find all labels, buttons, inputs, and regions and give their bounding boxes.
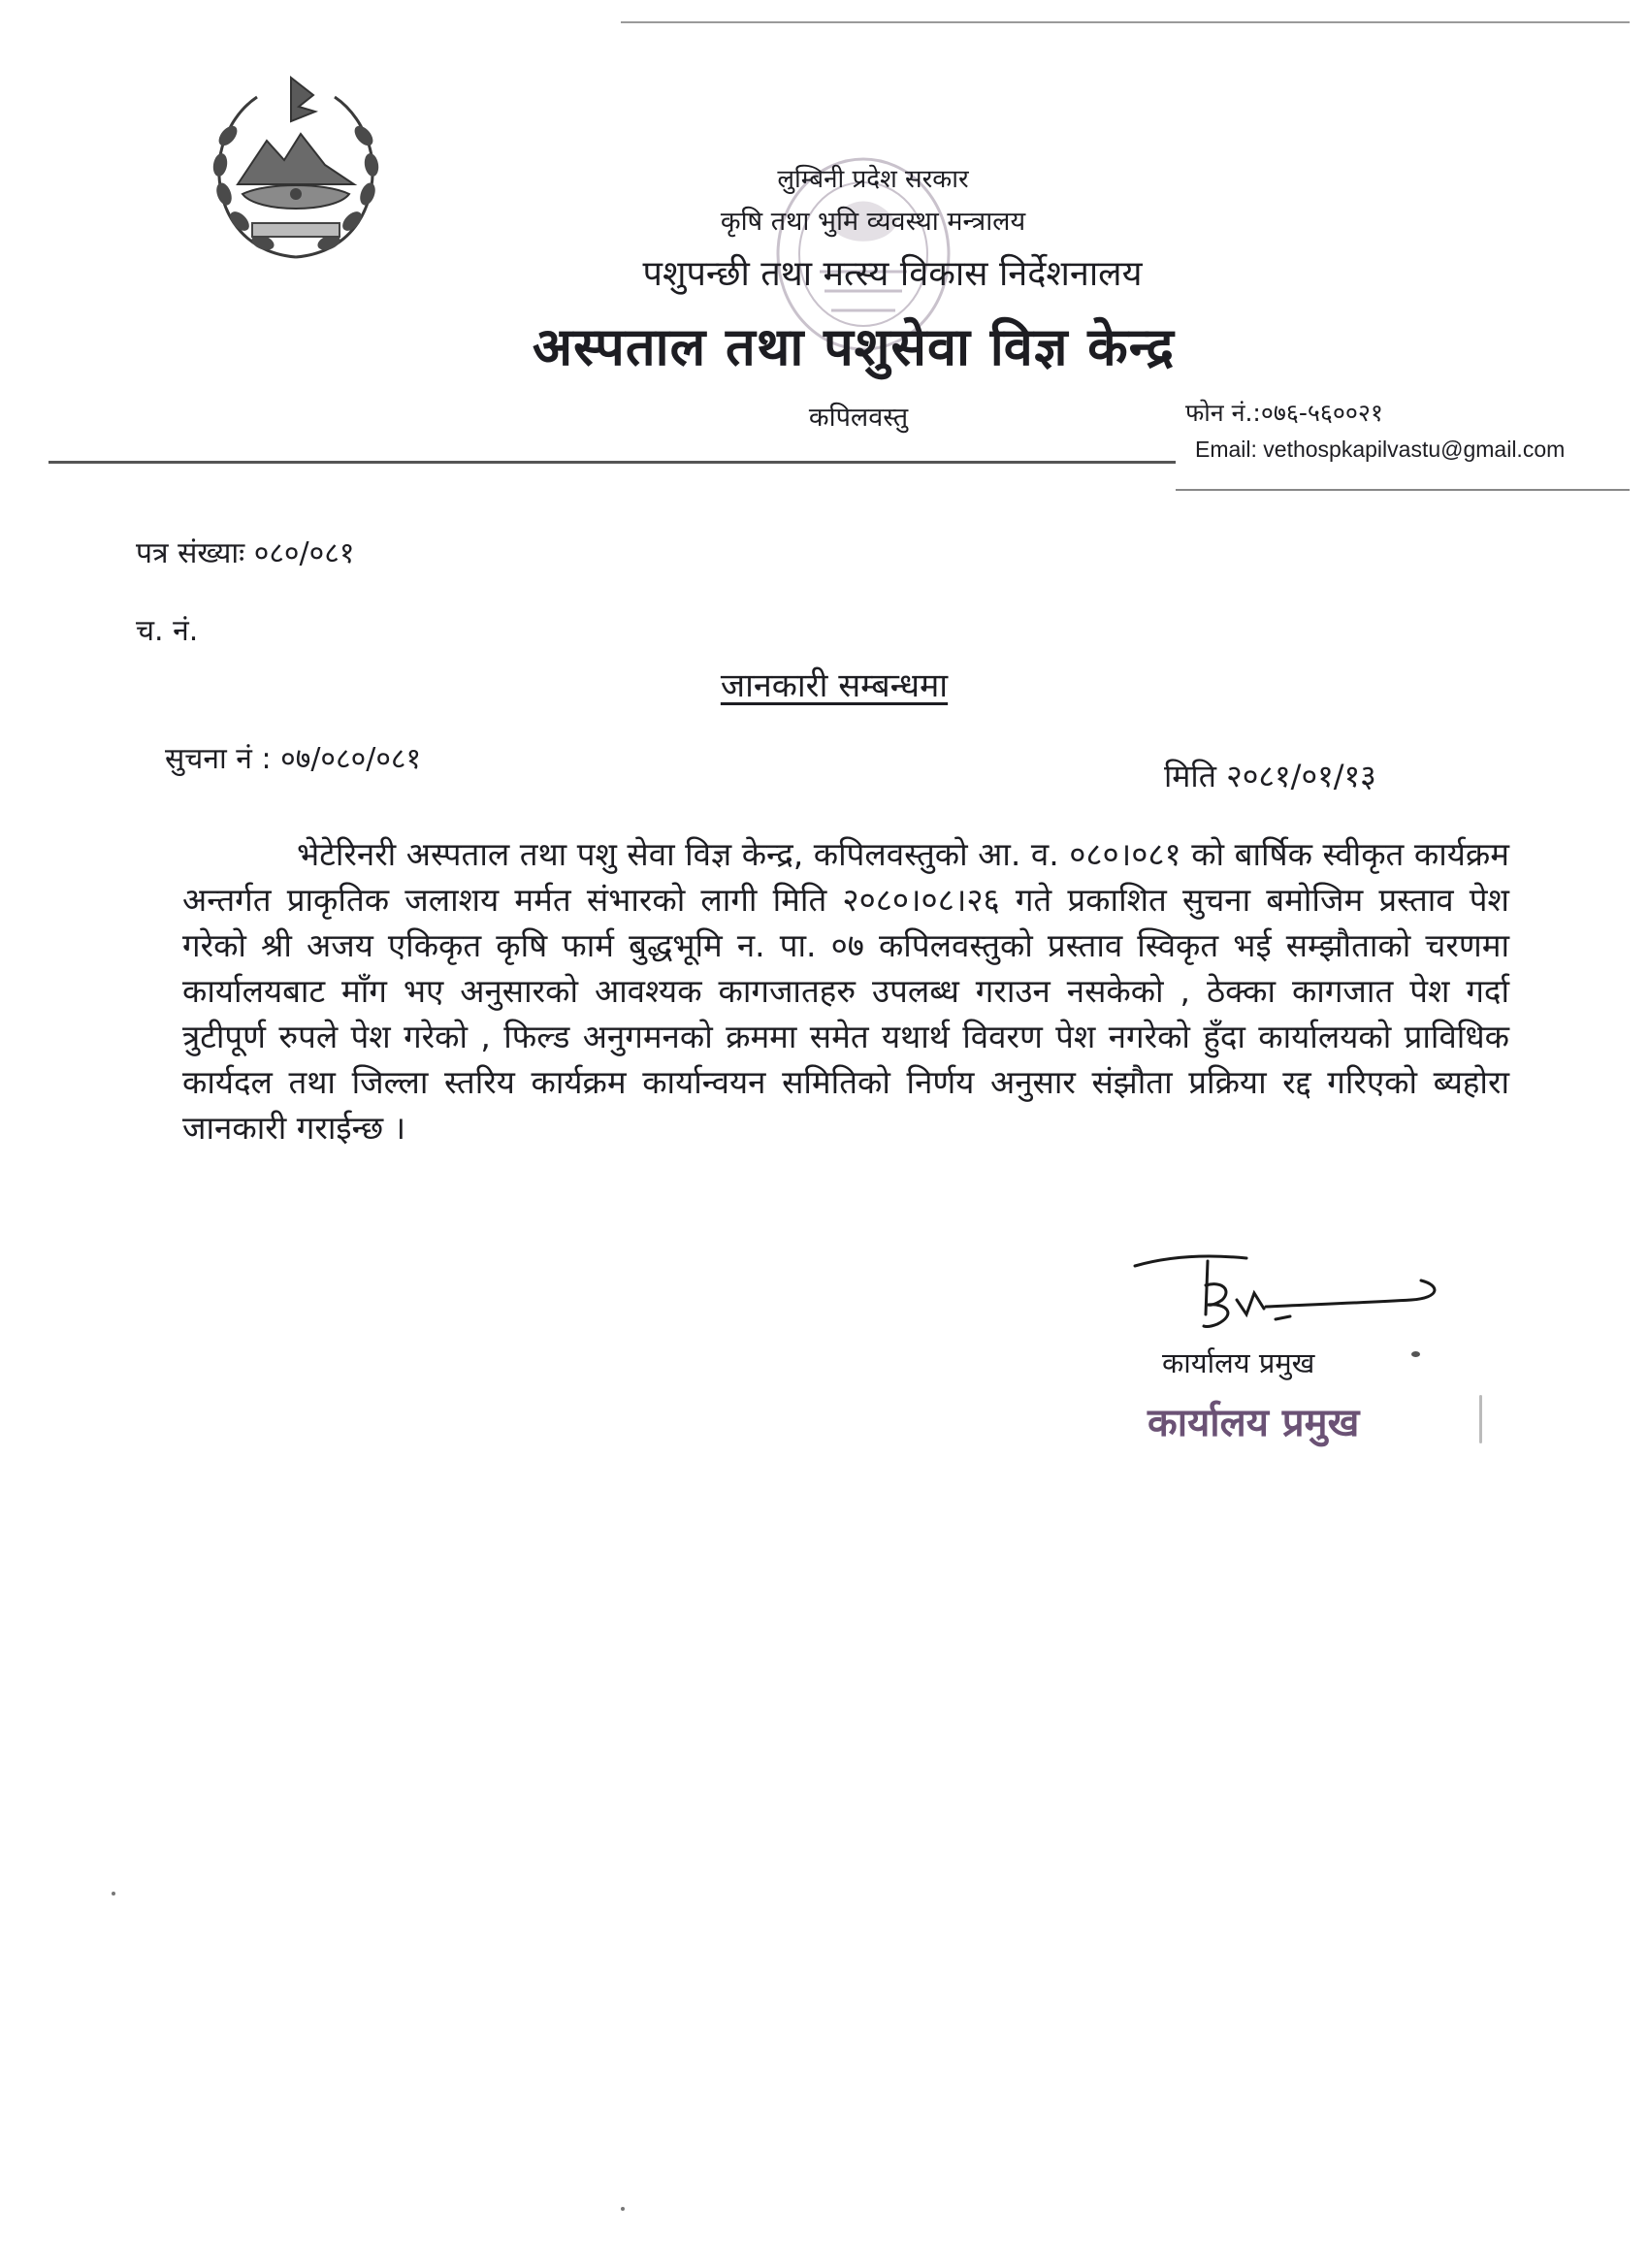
- top-rule: [621, 21, 1630, 23]
- header-divider-right: [1176, 489, 1630, 491]
- subject-heading: जानकारी सम्बन्धमा: [720, 666, 949, 705]
- scan-speck: [621, 2207, 625, 2211]
- district-label: कपिलवस्तु: [808, 403, 909, 433]
- signature-icon: [1130, 1247, 1450, 1353]
- header-divider: [48, 461, 1176, 464]
- notice-number: सुचना नं : ०७/०८०/०८१: [165, 742, 422, 776]
- letter-body: भेटेरिनरी अस्पताल तथा पशु सेवा विज्ञ केन्द्र, कपिलवस्तुको आ. व. ०८०।०८१ को बार्षिक स्वीकृत कार्यक्रम अन्तर्गत प्राकृतिक जलाशय मर्मत संभारको लागी मिति २०८०।०८।२६ गते प्रकाशित सुचना बमोजिम प्रस्ताव पेश गरेको श्री अजय एकिकृत कृषि फार्म बुद्धभूमि न. पा. ०७ कपिलवस्तुको प्रस्ताव स्विकृत भई सम्झौताको चरणमा कार्यालयबाट माँग भए अनुसारको आवश्यक कागजातहरु उपलब्ध गराउन नसकेको , ठेक्का कागजात पेश गर्दा त्रुटीपूर्ण रुपले पेश गरेको , फिल्ड अनुगमनको क्रममा समेत यथार्थ विवरण पेश नगरेको हुँदा कार्यालयको प्राविधिक कार्यदल तथा जिल्ला स्तरिय कार्यक्रम कार्यान्वयन समितिको निर्णय अनुसार संझौता प्रक्रिया रद्द गरिएको ब्यहोरा जानकारी गराईन्छ ।: [182, 835, 1509, 1147]
- letter-number: पत्र संख्याः ०८०/०८१: [136, 536, 355, 570]
- scan-speck: [1411, 1351, 1420, 1357]
- signatory-seal: कार्यालय प्रमुख: [1148, 1401, 1360, 1445]
- dispatch-number: च. नं.: [136, 614, 199, 648]
- scan-speck: [1479, 1395, 1482, 1443]
- ministry-heading: कृषि तथा भुमि व्यवस्था मन्त्रालय: [720, 207, 1026, 237]
- email-address: Email: vethospkapilvastu@gmail.com: [1195, 437, 1566, 462]
- phone-number: फोन नं.:०७६-५६००२१: [1185, 399, 1383, 427]
- signatory-title: कार्यालय प्रमुख: [1162, 1346, 1315, 1379]
- scan-speck: [112, 1892, 115, 1895]
- province-heading: लुम्बिनी प्रदेश सरकार: [777, 165, 969, 194]
- letter-date: मिति २०८१/०१/१३: [1164, 758, 1376, 794]
- directorate-heading: पशुपन्छी तथा मत्स्य विकास निर्देशनालय: [642, 254, 1143, 294]
- office-title: अस्पताल तथा पशुसेवा विज्ञ केन्द्र: [532, 316, 1176, 377]
